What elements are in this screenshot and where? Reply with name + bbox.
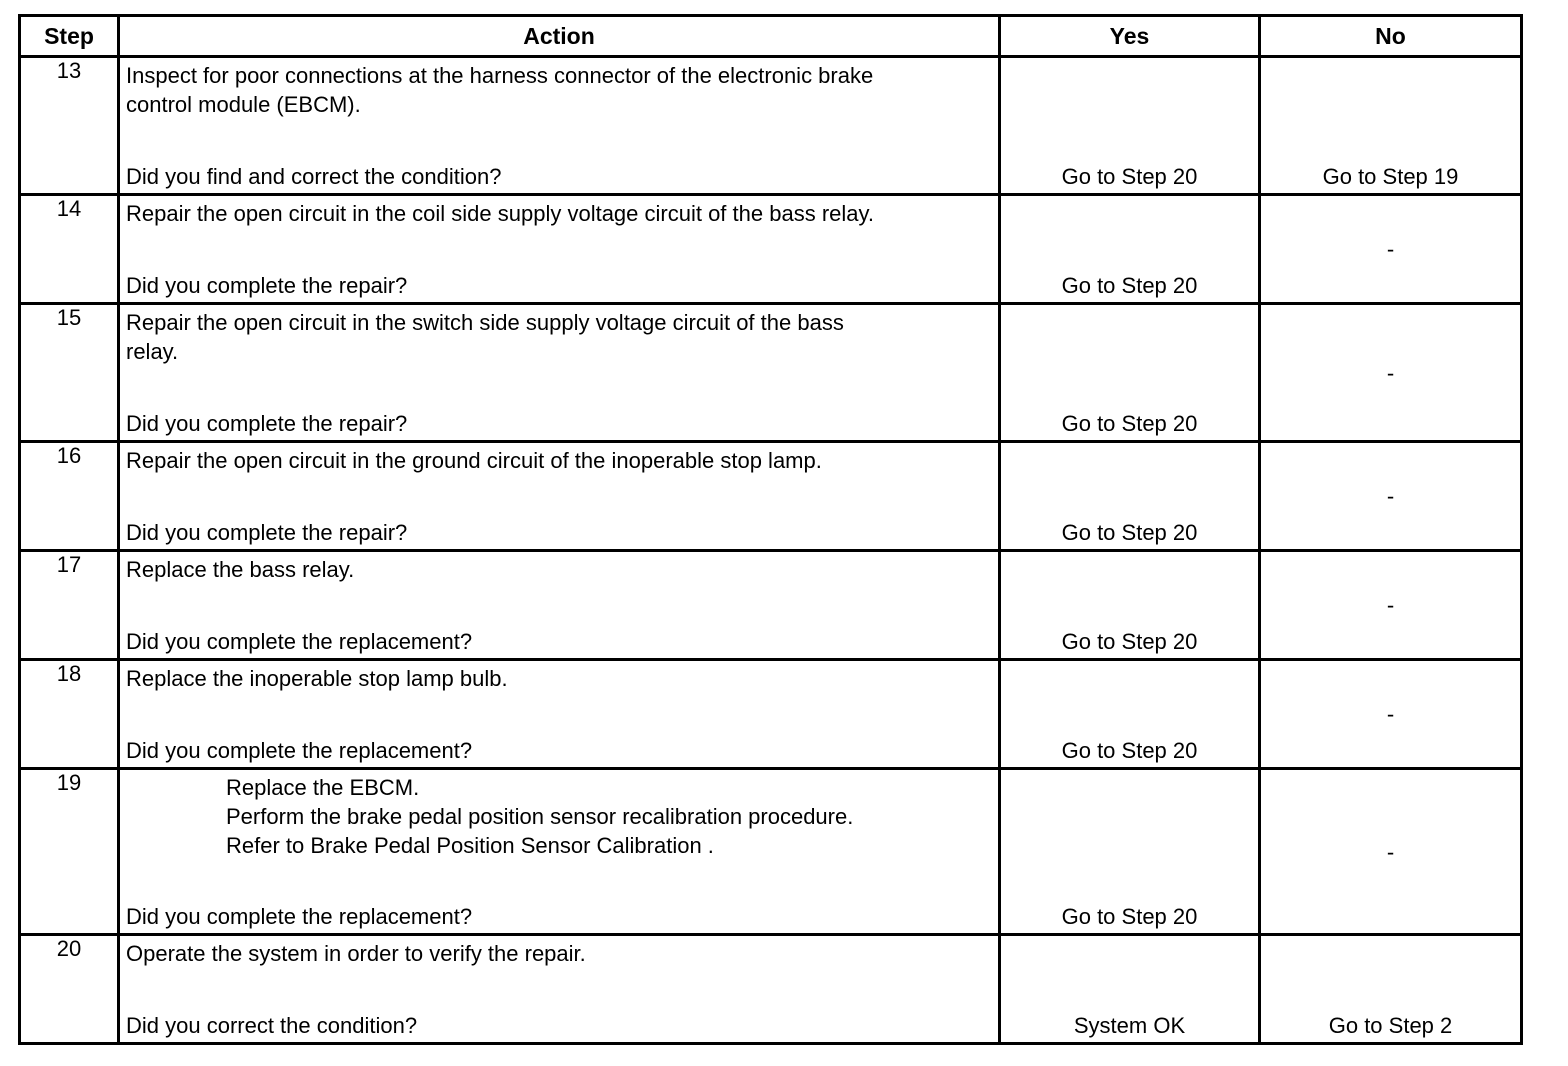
action-instruction bbox=[126, 199, 990, 228]
action-instruction bbox=[126, 61, 990, 119]
table-row bbox=[20, 551, 1522, 660]
no-result: - bbox=[1386, 701, 1395, 727]
yes-cell bbox=[1000, 304, 1260, 442]
no-result: - bbox=[1386, 839, 1395, 864]
step-number: 14 bbox=[20, 195, 119, 304]
action-cell bbox=[119, 660, 1000, 769]
table-row bbox=[20, 304, 1522, 442]
yes-result: Go to Step 20 bbox=[1061, 164, 1198, 189]
step-number: 15 bbox=[20, 304, 119, 442]
action-cell bbox=[119, 769, 1000, 935]
action-line: control module (EBCM). bbox=[126, 92, 361, 117]
yes-result: Go to Step 20 bbox=[1061, 904, 1198, 929]
table-row bbox=[20, 57, 1522, 195]
action-cell bbox=[119, 304, 1000, 442]
step-number: 20 bbox=[20, 935, 119, 1044]
step-number: 19 bbox=[20, 769, 119, 935]
action-cell bbox=[119, 195, 1000, 304]
action-instruction bbox=[226, 773, 990, 860]
action-line: Repair the open circuit in the switch side supply voltage circuit of the bass bbox=[126, 310, 844, 335]
yes-result: Go to Step 20 bbox=[1061, 411, 1198, 436]
action-line: Operate the system in order to verify the repair. bbox=[126, 941, 586, 966]
yes-cell bbox=[1000, 769, 1260, 935]
no-cell bbox=[1260, 660, 1522, 769]
yes-result: Go to Step 20 bbox=[1061, 273, 1198, 298]
action-question: Did you complete the repair? bbox=[126, 411, 408, 436]
action-cell bbox=[119, 935, 1000, 1044]
no-result: - bbox=[1386, 360, 1395, 385]
action-instruction bbox=[126, 308, 990, 366]
action-cell bbox=[119, 57, 1000, 195]
yes-result: Go to Step 20 bbox=[1061, 738, 1198, 763]
no-result: - bbox=[1386, 236, 1395, 262]
header-step: Step bbox=[20, 16, 119, 57]
action-cell bbox=[119, 442, 1000, 551]
no-result: - bbox=[1386, 592, 1395, 618]
action-line: Replace the EBCM. bbox=[226, 775, 420, 800]
step-number: 18 bbox=[20, 660, 119, 769]
no-result: Go to Step 2 bbox=[1328, 1013, 1453, 1038]
action-line: Replace the inoperable stop lamp bulb. bbox=[126, 666, 508, 691]
yes-cell bbox=[1000, 935, 1260, 1044]
yes-cell bbox=[1000, 195, 1260, 304]
action-question: Did you find and correct the condition? bbox=[126, 164, 502, 189]
action-instruction bbox=[126, 555, 990, 584]
yes-cell bbox=[1000, 660, 1260, 769]
header-yes: Yes bbox=[1000, 16, 1260, 57]
action-line: Refer to Brake Pedal Position Sensor Calibration . bbox=[226, 833, 714, 858]
table-row bbox=[20, 769, 1522, 935]
no-cell bbox=[1260, 57, 1522, 195]
header-no: No bbox=[1260, 16, 1522, 57]
table-row bbox=[20, 195, 1522, 304]
no-cell bbox=[1260, 304, 1522, 442]
yes-cell bbox=[1000, 551, 1260, 660]
diagnostic-table bbox=[18, 14, 1523, 1045]
step-number: 13 bbox=[20, 57, 119, 195]
action-question: Did you complete the replacement? bbox=[126, 738, 473, 763]
table-row bbox=[20, 660, 1522, 769]
step-number: 16 bbox=[20, 442, 119, 551]
no-result: - bbox=[1386, 483, 1395, 509]
action-instruction bbox=[126, 664, 990, 693]
table-row bbox=[20, 935, 1522, 1044]
action-line: relay. bbox=[126, 339, 179, 364]
yes-cell bbox=[1000, 57, 1260, 195]
no-result: Go to Step 19 bbox=[1322, 164, 1459, 189]
no-cell bbox=[1260, 769, 1522, 935]
action-instruction bbox=[126, 446, 990, 475]
yes-result: System OK bbox=[1073, 1013, 1186, 1038]
action-question: Did you complete the replacement? bbox=[126, 629, 473, 654]
header-action: Action bbox=[119, 16, 1000, 57]
yes-result: Go to Step 20 bbox=[1061, 629, 1198, 654]
action-line: Perform the brake pedal position sensor recalibration procedure. bbox=[226, 804, 854, 829]
action-line: Replace the bass relay. bbox=[126, 557, 355, 582]
action-question: Did you complete the repair? bbox=[126, 273, 408, 298]
action-line: Repair the open circuit in the coil side supply voltage circuit of the bass relay. bbox=[126, 201, 874, 226]
action-question: Did you correct the condition? bbox=[126, 1013, 418, 1038]
no-cell bbox=[1260, 935, 1522, 1044]
yes-cell bbox=[1000, 442, 1260, 551]
header-row bbox=[20, 16, 1522, 57]
action-cell bbox=[119, 551, 1000, 660]
action-question: Did you complete the repair? bbox=[126, 520, 408, 545]
action-line: Repair the open circuit in the ground circuit of the inoperable stop lamp. bbox=[126, 448, 822, 473]
no-cell bbox=[1260, 442, 1522, 551]
step-number: 17 bbox=[20, 551, 119, 660]
action-instruction bbox=[126, 939, 990, 968]
table-row bbox=[20, 442, 1522, 551]
action-line: Inspect for poor connections at the harness connector of the electronic brake bbox=[126, 63, 874, 88]
no-cell bbox=[1260, 195, 1522, 304]
yes-result: Go to Step 20 bbox=[1061, 520, 1198, 545]
no-cell bbox=[1260, 551, 1522, 660]
action-question: Did you complete the replacement? bbox=[126, 904, 473, 929]
